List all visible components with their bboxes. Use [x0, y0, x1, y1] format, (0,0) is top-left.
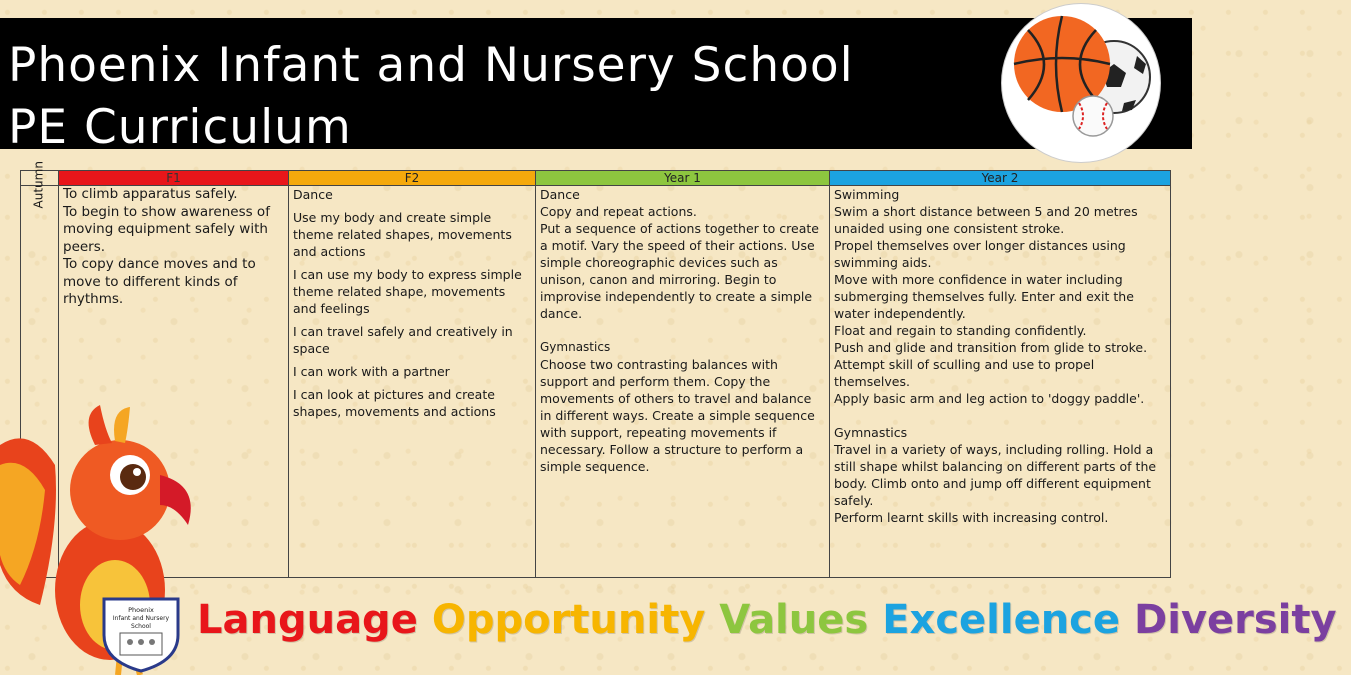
f2-cell [289, 186, 536, 578]
year1-item: Put a sequence of actions together to create a motif. Vary the speed of their actions. Use simple choreographic devices such as unison, canon and mirroring. Begin to improvise independently to create a simple dance. [540, 221, 819, 321]
year2-item: Move with more confidence in water including submerging themselves fully. Enter and exit the water independently. [834, 272, 1134, 321]
page-subtitle: PE Curriculum [8, 100, 352, 155]
year2-item: Float and regain to standing confidently. [834, 323, 1087, 338]
year1-item: Copy and repeat actions. [540, 204, 697, 219]
table-header-row [21, 171, 1171, 186]
year2-cell [830, 186, 1171, 578]
f2-heading: Dance [293, 187, 333, 202]
value-excellence: Excellence [882, 597, 1121, 643]
baseball-icon [1073, 96, 1113, 136]
year2-heading-swimming: Swimming [834, 187, 900, 202]
f2-item: I can use my body to express simple theme related shape, movements and feelings [293, 267, 522, 316]
year1-cell [536, 186, 830, 578]
column-header-f2: F2 [289, 171, 536, 186]
value-language: Language [197, 597, 418, 643]
year2-item: Attempt skill of sculling and use to propel themselves. [834, 357, 1095, 389]
year2-heading-gymnastics: Gymnastics [834, 425, 908, 440]
year1-item: Choose two contrasting balances with support and perform them. Copy the movements of others to travel and balance in different ways. Create a simple sequence with support, repeating movements if necessary. Follow a structure to perform a simple sequence. [540, 357, 815, 474]
value-opportunity: Opportunity [431, 597, 706, 643]
sports-balls-image [1001, 3, 1161, 163]
value-values: Values [719, 597, 869, 643]
year1-heading-dance: Dance [540, 187, 580, 202]
year2-item: Swim a short distance between 5 and 20 metres unaided using one consistent stroke. [834, 204, 1138, 236]
badge-line2: Infant and Nursery [112, 615, 170, 622]
column-header-year1: Year 1 [536, 171, 830, 186]
f1-item: To copy dance moves and to move to different kinds of rhythms. [63, 256, 256, 307]
school-crest-icon [100, 595, 182, 673]
badge-line3: School [131, 623, 151, 630]
column-header-f1: F1 [59, 171, 289, 186]
column-header-year2: Year 2 [830, 171, 1171, 186]
f1-item: To begin to show awareness of moving equipment safely with peers. [63, 203, 270, 255]
year2-item: Propel themselves over longer distances using swimming aids. [834, 238, 1126, 270]
year2-item: Push and glide and transition from glide to stroke. [834, 340, 1148, 355]
school-values [197, 597, 1351, 643]
page-title: Phoenix Infant and Nursery School [8, 38, 854, 93]
value-diversity: Diversity [1134, 597, 1337, 643]
f2-item: I can look at pictures and create shapes, movements and actions [293, 387, 496, 419]
year2-item: Perform learnt skills with increasing control. [834, 510, 1109, 525]
f2-item: Use my body and create simple theme related shapes, movements and actions [293, 210, 512, 259]
f2-item: I can work with a partner [293, 364, 450, 379]
year2-item: Travel in a variety of ways, including rolling. Hold a still shape whilst balancing on different parts of the body. Climb onto and jump off different equipment safely. [834, 442, 1157, 508]
term-label: Autumn [31, 161, 46, 209]
year2-item: Apply basic arm and leg action to 'doggy paddle'. [834, 391, 1145, 406]
year1-heading-gymnastics: Gymnastics [540, 340, 611, 354]
f2-item: I can travel safely and creatively in space [293, 324, 513, 356]
f1-item: To climb apparatus safely. [63, 186, 238, 202]
badge-line1: Phoenix [128, 606, 154, 614]
